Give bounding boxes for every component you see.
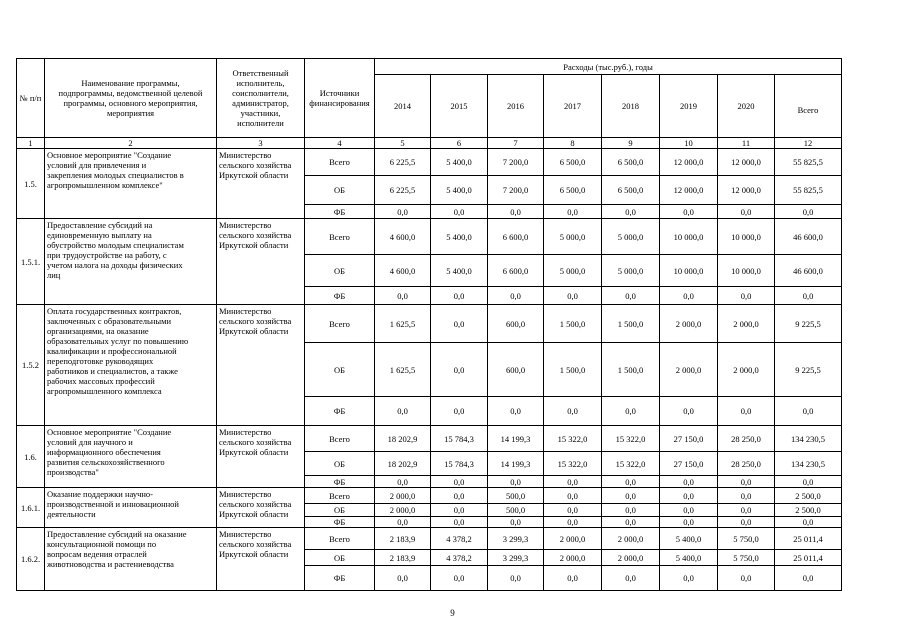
- column-numbers-row: [17, 138, 842, 149]
- year-value: 5 400,0: [660, 550, 718, 566]
- funding-source: Всего: [305, 528, 375, 550]
- year-value: 0,0: [602, 287, 660, 305]
- year-value: 0,0: [488, 476, 544, 488]
- year-value: 0,0: [660, 517, 718, 528]
- total-value: 46 600,0: [775, 255, 842, 287]
- year-value: 1 500,0: [544, 305, 602, 343]
- year-value: 28 250,0: [718, 452, 775, 476]
- column-number: 5: [375, 138, 431, 149]
- table-row: [17, 305, 842, 343]
- year-value: 0,0: [602, 476, 660, 488]
- column-number: 4: [305, 138, 375, 149]
- row-responsible: Министерство сельского хозяйства Иркутской области: [217, 149, 305, 219]
- year-value: 0,0: [431, 287, 488, 305]
- total-value: 134 230,5: [775, 426, 842, 452]
- year-value: 12 000,0: [660, 149, 718, 176]
- year-value: 0,0: [544, 397, 602, 426]
- year-value: 10 000,0: [660, 255, 718, 287]
- year-value: 0,0: [431, 397, 488, 426]
- year-value: 10 000,0: [660, 219, 718, 255]
- year-value: 0,0: [544, 205, 602, 219]
- year-value: 6 225,5: [375, 176, 431, 205]
- year-value: 4 378,2: [431, 528, 488, 550]
- year-value: 500,0: [488, 504, 544, 517]
- total-value: 25 011,4: [775, 550, 842, 566]
- header-row: [17, 59, 842, 75]
- funding-source: ФБ: [305, 287, 375, 305]
- total-value: 0,0: [775, 287, 842, 305]
- year-value: 0,0: [488, 566, 544, 591]
- year-value: 0,0: [544, 566, 602, 591]
- year-value: 0,0: [488, 287, 544, 305]
- year-value: 0,0: [488, 205, 544, 219]
- funding-source: ФБ: [305, 476, 375, 488]
- total-value: 2 500,0: [775, 504, 842, 517]
- funding-source: Всего: [305, 149, 375, 176]
- header-year: 2020: [718, 75, 775, 138]
- year-value: 0,0: [544, 476, 602, 488]
- table-row: [17, 149, 842, 176]
- year-value: 0,0: [544, 504, 602, 517]
- year-value: 0,0: [375, 205, 431, 219]
- year-value: 600,0: [488, 305, 544, 343]
- funding-source: ФБ: [305, 566, 375, 591]
- year-value: 0,0: [375, 517, 431, 528]
- row-responsible: Министерство сельского хозяйства Иркутской области: [217, 305, 305, 426]
- year-value: 4 600,0: [375, 219, 431, 255]
- funding-source: ОБ: [305, 343, 375, 397]
- total-value: 9 225,5: [775, 305, 842, 343]
- year-value: 10 000,0: [718, 255, 775, 287]
- year-value: 0,0: [431, 504, 488, 517]
- funding-source: ОБ: [305, 452, 375, 476]
- row-index: 1.6.1.: [17, 488, 45, 528]
- year-value: 2 000,0: [718, 305, 775, 343]
- year-value: 0,0: [718, 504, 775, 517]
- year-value: 0,0: [431, 205, 488, 219]
- table-row: [17, 488, 842, 504]
- year-value: 15 322,0: [544, 426, 602, 452]
- header-no: № п/п: [17, 59, 45, 138]
- funding-source: ФБ: [305, 397, 375, 426]
- column-number: 7: [488, 138, 544, 149]
- header-year: 2018: [602, 75, 660, 138]
- column-number: 3: [217, 138, 305, 149]
- year-value: 5 750,0: [718, 528, 775, 550]
- year-value: 5 000,0: [544, 219, 602, 255]
- year-value: 27 150,0: [660, 452, 718, 476]
- budget-table: [16, 58, 842, 591]
- year-value: 0,0: [375, 287, 431, 305]
- year-value: 0,0: [718, 566, 775, 591]
- funding-source: ФБ: [305, 517, 375, 528]
- header-year: 2015: [431, 75, 488, 138]
- column-number: 8: [544, 138, 602, 149]
- year-value: 6 500,0: [602, 149, 660, 176]
- year-value: 0,0: [431, 305, 488, 343]
- year-value: 0,0: [660, 287, 718, 305]
- total-value: 0,0: [775, 397, 842, 426]
- year-value: 5 000,0: [602, 255, 660, 287]
- year-value: 0,0: [718, 488, 775, 504]
- year-value: 2 183,9: [375, 550, 431, 566]
- total-value: 0,0: [775, 476, 842, 488]
- year-value: 0,0: [431, 517, 488, 528]
- header-expenses: Расходы (тыс.руб.), годы: [375, 59, 842, 75]
- year-value: 27 150,0: [660, 426, 718, 452]
- year-value: 0,0: [544, 287, 602, 305]
- year-value: 0,0: [375, 476, 431, 488]
- year-value: 6 600,0: [488, 255, 544, 287]
- total-value: 134 230,5: [775, 452, 842, 476]
- year-value: 0,0: [660, 397, 718, 426]
- year-value: 0,0: [602, 488, 660, 504]
- year-value: 4 378,2: [431, 550, 488, 566]
- row-name: Основное мероприятие "Создание условий для привлечения и закрепления молодых специалистов в агропромышленном комплексе": [45, 149, 217, 219]
- year-value: 1 500,0: [602, 305, 660, 343]
- table-row: [17, 528, 842, 550]
- year-value: 15 784,3: [431, 452, 488, 476]
- year-value: 18 202,9: [375, 452, 431, 476]
- header-total: Всего: [775, 75, 842, 138]
- total-value: 55 825,5: [775, 176, 842, 205]
- year-value: 5 400,0: [431, 149, 488, 176]
- column-number: 2: [45, 138, 217, 149]
- column-number: 12: [775, 138, 842, 149]
- year-value: 0,0: [375, 566, 431, 591]
- total-value: 0,0: [775, 566, 842, 591]
- row-responsible: Министерство сельского хозяйства Иркутской области: [217, 488, 305, 528]
- column-number: 6: [431, 138, 488, 149]
- year-value: 15 322,0: [602, 426, 660, 452]
- year-value: 12 000,0: [718, 176, 775, 205]
- header-source: Источники финансирования: [305, 59, 375, 138]
- year-value: 15 322,0: [602, 452, 660, 476]
- year-value: 0,0: [488, 517, 544, 528]
- year-value: 2 000,0: [602, 550, 660, 566]
- total-value: 0,0: [775, 517, 842, 528]
- year-value: 0,0: [431, 488, 488, 504]
- table-body: [17, 59, 842, 591]
- year-value: 0,0: [660, 566, 718, 591]
- year-value: 2 183,9: [375, 528, 431, 550]
- year-value: 7 200,0: [488, 149, 544, 176]
- year-value: 5 000,0: [544, 255, 602, 287]
- year-value: 12 000,0: [660, 176, 718, 205]
- header-responsible: Ответственный исполнитель, соисполнители, администратор, участники, исполнители: [217, 59, 305, 138]
- year-value: 0,0: [431, 476, 488, 488]
- year-value: 0,0: [660, 488, 718, 504]
- year-value: 0,0: [544, 488, 602, 504]
- row-index: 1.6.: [17, 426, 45, 488]
- table-row: [17, 219, 842, 255]
- year-value: 0,0: [602, 566, 660, 591]
- year-value: 6 225,5: [375, 149, 431, 176]
- total-value: 9 225,5: [775, 343, 842, 397]
- year-value: 0,0: [375, 397, 431, 426]
- year-value: 14 199,3: [488, 426, 544, 452]
- row-index: 1.5.1.: [17, 219, 45, 305]
- year-value: 5 400,0: [431, 255, 488, 287]
- year-value: 28 250,0: [718, 426, 775, 452]
- year-value: 3 299,3: [488, 528, 544, 550]
- funding-source: ОБ: [305, 255, 375, 287]
- year-value: 12 000,0: [718, 149, 775, 176]
- funding-source: ФБ: [305, 205, 375, 219]
- year-value: 0,0: [718, 397, 775, 426]
- year-value: 0,0: [431, 343, 488, 397]
- year-value: 600,0: [488, 343, 544, 397]
- row-index: 1.5.2: [17, 305, 45, 426]
- header-year: 2016: [488, 75, 544, 138]
- year-value: 1 500,0: [544, 343, 602, 397]
- column-number: 10: [660, 138, 718, 149]
- year-value: 6 500,0: [544, 149, 602, 176]
- funding-source: Всего: [305, 219, 375, 255]
- year-value: 1 625,5: [375, 343, 431, 397]
- year-value: 0,0: [718, 476, 775, 488]
- funding-source: ОБ: [305, 504, 375, 517]
- total-value: 46 600,0: [775, 219, 842, 255]
- row-name: Оказание поддержки научно- производственной и инновационной деятельности: [45, 488, 217, 528]
- page-number: 9: [450, 608, 455, 618]
- year-value: 6 500,0: [602, 176, 660, 205]
- year-value: 0,0: [718, 287, 775, 305]
- year-value: 15 784,3: [431, 426, 488, 452]
- year-value: 0,0: [602, 504, 660, 517]
- row-name: Предоставление субсидий на оказание консультационной помощи по вопросам ведения отраслей животноводства и растениеводства: [45, 528, 217, 591]
- year-value: 2 000,0: [602, 528, 660, 550]
- year-value: 6 600,0: [488, 219, 544, 255]
- header-year: 2017: [544, 75, 602, 138]
- column-number: 1: [17, 138, 45, 149]
- total-value: 55 825,5: [775, 149, 842, 176]
- year-value: 6 500,0: [544, 176, 602, 205]
- year-value: 3 299,3: [488, 550, 544, 566]
- year-value: 0,0: [660, 504, 718, 517]
- row-responsible: Министерство сельского хозяйства Иркутской области: [217, 426, 305, 488]
- total-value: 2 500,0: [775, 488, 842, 504]
- row-name: Основное мероприятие "Создание условий для научного и информационного обеспечения развития сельскохозяйственного производства": [45, 426, 217, 488]
- year-value: 5 400,0: [660, 528, 718, 550]
- funding-source: Всего: [305, 426, 375, 452]
- year-value: 0,0: [718, 517, 775, 528]
- year-value: 500,0: [488, 488, 544, 504]
- funding-source: ОБ: [305, 550, 375, 566]
- row-index: 1.6.2.: [17, 528, 45, 591]
- column-number: 9: [602, 138, 660, 149]
- year-value: 0,0: [488, 397, 544, 426]
- table-row: [17, 426, 842, 452]
- row-responsible: Министерство сельского хозяйства Иркутской области: [217, 219, 305, 305]
- year-value: 18 202,9: [375, 426, 431, 452]
- funding-source: Всего: [305, 305, 375, 343]
- header-year: 2019: [660, 75, 718, 138]
- year-value: 2 000,0: [660, 305, 718, 343]
- year-value: 0,0: [544, 517, 602, 528]
- header-name: Наименование программы, подпрограммы, ведомственной целевой программы, основного мероприятия, мероприятия: [45, 59, 217, 138]
- total-value: 0,0: [775, 205, 842, 219]
- funding-source: ОБ: [305, 176, 375, 205]
- year-value: 0,0: [660, 205, 718, 219]
- total-value: 25 011,4: [775, 528, 842, 550]
- year-value: 5 400,0: [431, 219, 488, 255]
- year-value: 0,0: [602, 397, 660, 426]
- year-value: 0,0: [602, 517, 660, 528]
- row-responsible: Министерство сельского хозяйства Иркутской области: [217, 528, 305, 591]
- funding-source: Всего: [305, 488, 375, 504]
- row-name: Оплата государственных контрактов, заключенных с образовательными организациями, на оказание образовательных услуг по повышению квалификации и профессиональной переподготовке руководящих работников и специалистов, а также рабочих массовых профессий агропромышленного комплекса: [45, 305, 217, 426]
- year-value: 2 000,0: [544, 550, 602, 566]
- year-value: 1 500,0: [602, 343, 660, 397]
- year-value: 4 600,0: [375, 255, 431, 287]
- year-value: 2 000,0: [544, 528, 602, 550]
- header-year: 2014: [375, 75, 431, 138]
- year-value: 1 625,5: [375, 305, 431, 343]
- column-number: 11: [718, 138, 775, 149]
- year-value: 2 000,0: [660, 343, 718, 397]
- year-value: 10 000,0: [718, 219, 775, 255]
- year-value: 5 750,0: [718, 550, 775, 566]
- year-value: 2 000,0: [718, 343, 775, 397]
- row-index: 1.5.: [17, 149, 45, 219]
- year-value: 0,0: [431, 566, 488, 591]
- year-value: 0,0: [660, 476, 718, 488]
- year-value: 15 322,0: [544, 452, 602, 476]
- year-value: 0,0: [602, 205, 660, 219]
- year-value: 14 199,3: [488, 452, 544, 476]
- year-value: 7 200,0: [488, 176, 544, 205]
- year-value: 2 000,0: [375, 504, 431, 517]
- row-name: Предоставление субсидий на единовременную выплату на обустройство молодым специалистам при трудоустройстве на работу, с учетом налога на доходы физических лиц: [45, 219, 217, 305]
- year-value: 2 000,0: [375, 488, 431, 504]
- year-value: 0,0: [718, 205, 775, 219]
- year-value: 5 400,0: [431, 176, 488, 205]
- year-value: 5 000,0: [602, 219, 660, 255]
